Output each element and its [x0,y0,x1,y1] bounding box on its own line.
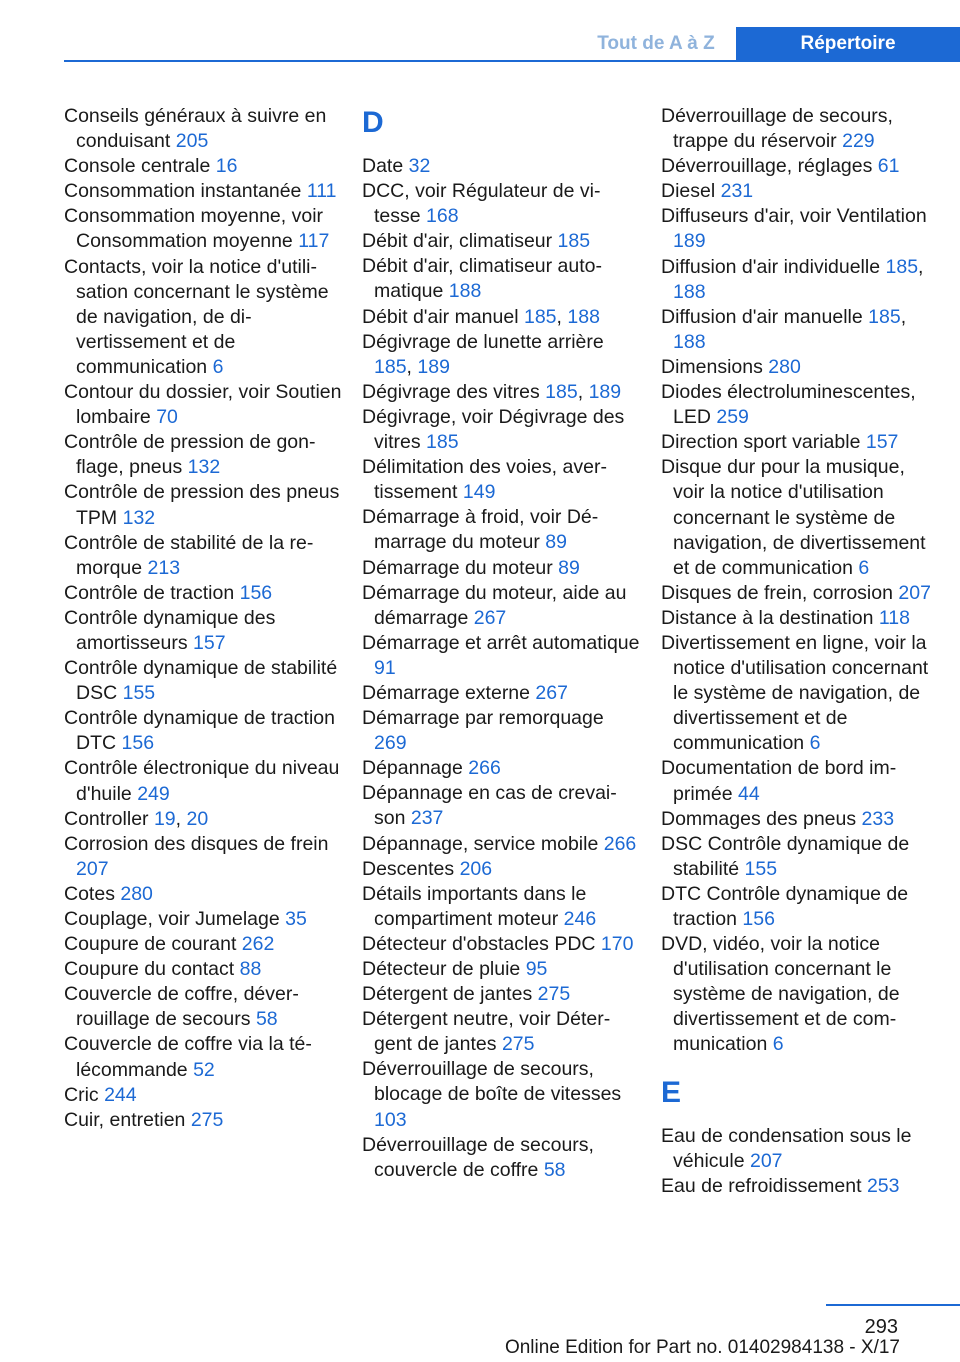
page-link[interactable]: 188 [567,305,600,328]
index-entry [661,380,939,430]
page-link[interactable]: 157 [193,631,226,654]
index-term: Débit d'air manuel [362,305,524,328]
index-entry [661,355,939,380]
page-link[interactable]: 275 [190,1108,224,1131]
index-term: Dépannage en cas de crevaison [362,782,617,830]
page-link[interactable]: 132 [187,456,221,479]
page-link[interactable]: 35 [285,908,307,930]
page-link[interactable]: 189 [588,380,622,403]
index-entry [64,807,342,832]
page-link[interactable]: 111 [306,180,337,203]
page-link[interactable]: 269 [374,732,407,755]
page-link[interactable]: 117 [298,230,330,253]
index-term: Dégivrage de lunette arrière [362,330,604,353]
index-term: Coupure du contact [64,958,240,981]
page-link[interactable]: 206 [459,857,493,880]
index-entry [64,932,342,957]
page-link[interactable]: 253 [866,1174,900,1197]
index-term: Déverrouillage de secours, couvercle de coffre [362,1133,594,1181]
page-link[interactable]: 19 [153,807,176,830]
index-entry [64,1108,342,1133]
page-link[interactable]: 91 [374,656,396,679]
index-term: Contrôle de pression de gonflage, pneus [64,431,316,479]
index-term: Dégivrage, voir Dégivrage des vitres [362,405,625,454]
index-entry [661,1174,939,1199]
page-link[interactable]: 189 [673,230,706,253]
index-entry [362,254,640,304]
index-term: DVD, vidéo, voir la notice d'utilisation concernant le système de navigation, de divertissement et de communication [661,933,900,1056]
index-term: Conseils généraux à suivre en conduisant [64,105,327,153]
page-link[interactable]: 188 [673,330,706,353]
index-entry [661,631,939,756]
page-link[interactable]: 231 [720,180,754,203]
index-entry [64,581,342,606]
index-term: Contrôle dynamique de stabilité DSC [64,657,338,705]
page-link[interactable]: 156 [239,581,273,604]
page-link[interactable]: 207 [749,1149,783,1172]
index-entry [661,154,939,179]
tab-tout-de-a-a-z[interactable]: Tout de A à Z [597,33,715,54]
index-column-3 [661,104,939,1199]
page-separator: , [406,355,418,378]
index-entry [661,756,939,806]
page-link[interactable]: 188 [448,280,482,303]
index-entry [64,179,342,204]
index-term: DSC Contrôle dynamique de stabilité [661,832,910,880]
page-link[interactable]: 89 [545,531,567,554]
index-entry [362,781,640,831]
index-entry [661,255,939,305]
index-entry [661,581,939,606]
edition-line: Online Edition for Part no. 01402984138 - X/17 [504,1337,900,1358]
index-term: Déverrouillage, réglages [661,155,878,178]
index-term: Distance à la destination [661,606,879,629]
index-term: Déverrouillage de secours, blocage de boîte de vitesses [362,1058,622,1106]
index-term: Disques de frein, corrosion [661,581,899,604]
page-link[interactable]: 249 [137,782,170,805]
index-entry [64,1032,342,1082]
index-term: Diesel [661,180,721,203]
index-term: Documentation de bord imprimée [661,757,897,805]
index-term: Coupure de courant [64,933,242,956]
page-separator: , [900,305,907,328]
page-link[interactable]: 156 [121,732,155,755]
index-term: Diffuseurs d'air, voir Ventilation [661,205,927,228]
index-entry [661,430,939,455]
index-entry [64,656,342,706]
index-term: Contacts, voir la notice d'utilisation concernant le système de navigation, de divertissement et de communication [64,255,329,378]
index-entry [362,154,640,179]
index-entry [362,455,640,505]
index-term: Détergent de jantes [362,983,538,1006]
index-entry [661,606,939,631]
index-term: Cric [64,1083,105,1106]
page-link[interactable]: 205 [175,130,209,153]
page-link[interactable]: 267 [535,681,568,704]
index-entry [362,380,640,405]
page-link[interactable]: 213 [147,556,181,579]
index-entry [362,882,640,932]
page-separator: , [556,305,568,328]
page-link[interactable]: 32 [408,155,431,177]
index-entry [661,204,939,254]
index-term: Détecteur de pluie [362,958,526,980]
index-entry [362,179,640,229]
index-term: Contour du dossier, voir Soutien lombaire [64,381,342,429]
page-link[interactable]: 280 [768,355,801,378]
index-term: Corrosion des disques de frein [64,832,329,855]
index-term: Débit d'air, climatiseur [362,230,558,253]
index-term: Déverrouillage de secours, trappe du réservoir [661,105,893,153]
index-entry [64,204,342,254]
index-entry [362,832,640,857]
page-link[interactable]: 280 [120,882,153,905]
page-link[interactable]: 6 [772,1033,784,1056]
index-term: Contrôle électronique du niveau d'huile [64,757,340,805]
index-term: Disque dur pour la musique, voir la notice d'utilisation concernant le système de navigation, de divertissement et de communication [661,456,926,579]
index-term: Cotes [64,882,121,905]
page-link[interactable]: 207 [76,857,109,880]
index-term: Diffusion d'air manuelle [661,305,869,328]
page-link[interactable]: 149 [462,481,496,504]
index-entry [362,581,640,631]
page-link[interactable]: 170 [600,932,634,955]
index-term: Démarrage du moteur [362,556,559,579]
index-entry [64,756,342,806]
index-term: Diodes électroluminescentes, LED [661,381,916,429]
index-entry [661,932,939,1057]
page-link[interactable]: 185 [545,380,578,403]
page-link[interactable]: 185 [426,431,459,454]
page-link[interactable]: 118 [878,606,910,629]
index-entry [64,957,342,982]
index-entry [64,706,342,756]
index-entry [362,556,640,581]
index-term: Couvercle de coffre via la télécommande [64,1033,312,1081]
index-term: Eau de refroidissement [661,1174,867,1197]
page-number: 293 [864,1316,898,1338]
index-entry [64,907,342,932]
index-term: Détergent neutre, voir Détergent de jantes [362,1008,611,1056]
index-entry [64,982,342,1032]
index-term: Dimensions [661,355,769,378]
index-term: Eau de condensation sous le véhicule [661,1124,912,1172]
index-term: Démarrage externe [362,681,536,704]
index-entry [64,255,342,380]
page-link[interactable]: 189 [417,355,450,378]
page-link[interactable]: 44 [738,782,760,805]
page-separator: , [577,380,589,403]
index-entry [661,882,939,932]
index-entry [64,480,342,530]
page-link[interactable]: 262 [241,933,275,956]
index-entry [64,531,342,581]
page-link[interactable]: 185 [374,355,407,378]
index-entry [64,832,342,882]
index-entry [64,882,342,907]
page-link[interactable]: 132 [122,506,156,529]
index-term: Contrôle de stabilité de la remorque [64,531,314,579]
index-term: Dégivrage des vitres [362,380,546,403]
tab-repertoire[interactable]: Répertoire [736,27,960,60]
page-link[interactable]: 52 [193,1058,215,1081]
index-entry [362,305,640,330]
index-entry [64,430,342,480]
page-link[interactable]: 275 [501,1033,535,1056]
index-term: Démarrage par remorquage [362,707,604,730]
index-entry [362,756,640,781]
index-entry [362,857,640,882]
index-term: DTC Contrôle dynamique de traction [661,882,909,930]
index-column-1 [64,104,342,1133]
page-link[interactable]: 168 [426,205,459,228]
page-link[interactable]: 88 [239,958,262,981]
index-term: Délimitation des voies, avertissement [362,456,607,504]
index-term: Démarrage à froid, voir Démarrage du moteur [362,506,599,554]
index-term: Date [362,155,409,177]
index-term: Dépannage [362,757,469,780]
index-term: Couplage, voir Jumelage [64,908,286,930]
index-term: Divertissement en ligne, voir la notice d'utilisation concernant le système de navigation, de divertissement et de communication [661,631,929,755]
page-link[interactable]: 185 [885,255,919,278]
index-entry [64,380,342,430]
index-term: Direction sport variable [661,431,866,454]
index-entry [362,1057,640,1132]
index-term: Descentes [362,857,460,880]
page-link[interactable]: 6 [809,732,821,755]
page-link[interactable]: 155 [744,857,778,880]
index-term: Débit d'air, climatiseur automatique [362,255,602,303]
page-link[interactable]: 185 [523,305,557,328]
page-link[interactable]: 233 [861,807,895,830]
index-term: Contrôle de pression des pneus TPM [64,481,340,529]
page-link[interactable]: 89 [558,556,580,579]
index-term: Contrôle dynamique de traction DTC [64,707,335,755]
footer-divider [826,1304,960,1306]
index-entry [362,681,640,706]
page-separator: , [175,807,187,830]
page-link[interactable]: 185 [557,230,591,253]
page-link[interactable]: 188 [673,280,706,303]
index-entry [661,832,939,882]
index-term: Détails importants dans le compartiment moteur [362,882,587,930]
index-term: Console centrale [64,155,216,178]
page-link[interactable]: 58 [255,1008,278,1031]
page-link[interactable]: 185 [868,305,901,328]
page-header [0,0,960,62]
index-entry [362,631,640,681]
page-link[interactable]: 61 [877,155,900,178]
page-link[interactable]: 229 [842,130,875,153]
index-entry [362,330,640,380]
index-entry [362,505,640,555]
index-entry [661,104,939,154]
page-link[interactable]: 259 [716,406,749,429]
index-term: Contrôle dynamique des amortisseurs [64,606,276,654]
index-entry [362,932,640,957]
page-link[interactable]: 244 [104,1083,137,1106]
index-term: Cuir, entretien [64,1108,191,1131]
index-term: Démarrage du moteur, aide au démarrage [362,581,627,629]
page-link[interactable]: 6 [858,556,870,579]
index-entry [362,1133,640,1183]
index-term: Diffusion d'air individuelle [661,255,886,278]
index-letter-heading: E [661,1075,682,1109]
index-entry [661,1124,939,1174]
page-link[interactable]: 266 [603,832,637,855]
index-column-2 [362,104,640,1183]
page-link[interactable]: 103 [374,1108,407,1131]
page-link[interactable]: 157 [865,431,899,454]
page-link[interactable]: 246 [563,907,597,930]
index-entry [362,957,640,982]
index-entry [64,606,342,656]
page-link[interactable]: 6 [212,355,224,378]
index-entry [362,229,640,254]
page-link[interactable]: 20 [186,807,209,830]
page-separator: , [918,255,924,278]
index-term: Dommages des pneus [661,807,862,830]
page-link[interactable]: 275 [537,983,571,1006]
page-link[interactable]: 267 [473,606,507,629]
index-term: Consommation moyenne, voir Consommation moyenne [64,205,324,253]
index-term: Controller [64,807,154,830]
index-entry [661,179,939,204]
page-link[interactable]: 156 [742,908,775,930]
page-link[interactable]: 237 [410,807,444,830]
index-term: Détecteur d'obstacles PDC [362,932,601,955]
index-entry [64,1083,342,1108]
index-term: Contrôle de traction [64,581,240,604]
index-entry [362,982,640,1007]
index-entry [661,305,939,355]
page-link[interactable]: 58 [543,1158,566,1181]
index-term: Dépannage, service mobile [362,832,604,855]
index-entry [661,455,939,580]
index-entry [64,154,342,179]
page-link[interactable]: 70 [156,406,178,429]
page-link[interactable]: 16 [215,155,238,178]
page-link[interactable]: 155 [122,682,156,705]
index-entry [64,104,342,154]
page-link[interactable]: 266 [468,757,501,780]
index-entry [362,405,640,455]
page-link[interactable]: 207 [898,581,931,604]
index-term: Consommation instantanée [64,180,307,203]
index-letter-heading: D [362,106,384,139]
index-term: DCC, voir Régulateur de vitesse [362,180,601,228]
index-term: Démarrage et arrêt automatique [362,631,640,654]
index-entry [362,1007,640,1057]
header-divider [64,60,960,62]
index-entry [661,807,939,832]
index-entry [362,706,640,756]
index-term: Couvercle de coffre, déverrouillage de secours [64,983,299,1031]
page-link[interactable]: 95 [525,958,548,980]
